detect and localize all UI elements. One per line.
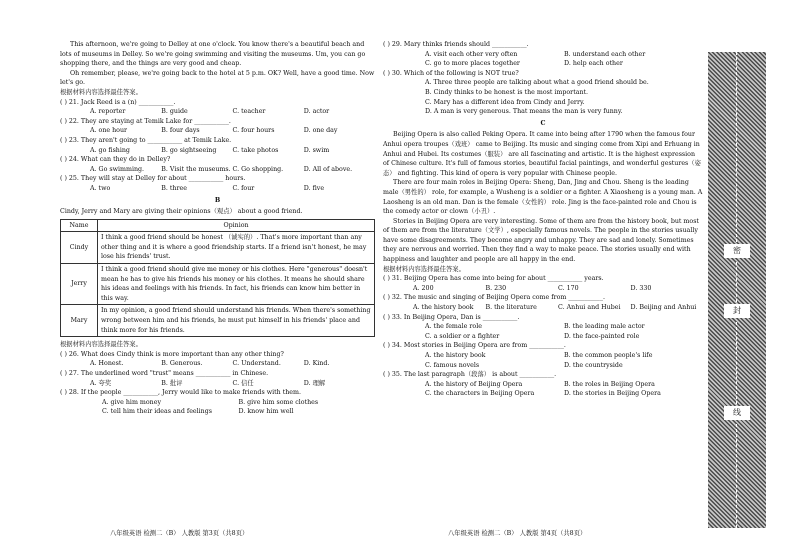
options-28 xyxy=(60,398,375,417)
row-name: Cindy xyxy=(61,232,98,264)
dashed-seal-line xyxy=(736,424,737,528)
options-30 xyxy=(383,78,703,116)
options-31 xyxy=(383,284,703,294)
options-25 xyxy=(60,184,375,194)
table-header-row xyxy=(61,219,375,232)
opinion-table xyxy=(60,219,375,338)
question-34: ( ) 34. Most stories in Beijing Opera are from ___________. xyxy=(383,342,566,350)
option-a: A. the history book xyxy=(425,352,486,359)
passage-paragraph-2: There are four main roles in Beijing Opera: Sheng, Dan, Jing and Chou. Sheng is the leading male（男性的） role, for example, a Wusheng is a soldier or a fighter. A Xiaosheng is a young man. A Laosheng is an old man. Dan is the female（女性的） role. Jing is the face-painted role and Chou is the comedy actor or clown（小丑）. xyxy=(383,179,703,216)
options-24 xyxy=(60,165,375,175)
options-26 xyxy=(60,359,375,369)
options-23 xyxy=(60,146,375,156)
option-d: D. Beijing and Anhui xyxy=(630,304,697,312)
passage-paragraph-3: Stories in Beijing Opera are very interesting. Some of them are from the history book, but most of them are from the literature（文学）, especially famous novels. The people in the stories usually have some disagreements. They become angry and unhappy. They are sad and lonely. Sometimes they are nervous and worried. Then they find a way to make peace. The stories usually end with happiness and laughter and people are all happy in the end. xyxy=(383,217,699,264)
option-c: C. take photos xyxy=(232,146,279,154)
row-opinion: I think a good friend should be honest （诚实的）. That's more important than any other thing and it is where a good friendship starts. If a friend isn't honest, he may lose his friends' trust. xyxy=(98,232,375,264)
section-c-heading: C xyxy=(540,119,546,127)
option-d: D. actor xyxy=(303,108,330,116)
passage-paragraph-1: Beijing Opera is also called Peking Opera. It came into being after 1790 when the famous four Anhui opera troupes（戏班） came to Beijing. Its music and singing come from Xipi and Erhuang in Anhui and Hubei. Its costumes（服装） are all fascinating and artistic. It is the highest expression of Chinese culture. It's full of famous stories, beautiful facial paintings, and wonderful gestures（姿态） and fighting. This kind of opera is very popular with Chinese people. xyxy=(383,131,701,177)
option-a: A. Go swimming. xyxy=(90,165,145,173)
option-d: D. five xyxy=(303,184,325,192)
option-a: A. 200 xyxy=(413,284,434,292)
question-31: ( ) 31. Beijing Opera has come into being for about ___________ years. xyxy=(383,275,604,283)
intro-paragraph-2: Oh remember, please, we're going back to the hotel at 5 p.m. OK? Well, have a good time. Now let's go. xyxy=(60,69,375,87)
option-c: C. tell him their ideas and feelings xyxy=(102,408,212,416)
option-c: C. the characters in Beijing Opera xyxy=(425,390,535,398)
options-35 xyxy=(383,380,703,399)
option-c: C. Go shopping. xyxy=(232,165,284,173)
option-c: C. a soldier or a fighter xyxy=(425,332,500,340)
question-23: ( ) 23. They aren't going to ___________ at Temik Lake. xyxy=(60,136,232,144)
option-c: C. four hours xyxy=(232,127,275,135)
option-b: B. four days xyxy=(161,127,200,135)
instruction: 根据材料内容选择最佳答案。 xyxy=(383,265,465,273)
options-34 xyxy=(383,351,703,370)
option-a: A. the history of Beijing Opera xyxy=(425,380,523,388)
option-b: B. understand each other xyxy=(564,50,646,58)
question-21: ( ) 21. Jack Reed is a (n) ___________. xyxy=(60,98,176,106)
question-27: ( ) 27. The underlined word "trust" means ___________ in Chinese. xyxy=(60,370,269,377)
instruction: 根据材料内容选择最佳答案。 xyxy=(60,341,142,349)
options-32 xyxy=(383,303,703,313)
option-b: B. the literature xyxy=(485,304,537,312)
option-d: D. the countryside xyxy=(564,361,623,369)
option-c: C. four xyxy=(232,184,255,192)
left-page xyxy=(60,40,375,417)
option-d: D. one day xyxy=(303,127,338,135)
option-b: B. the common people's life xyxy=(564,352,653,359)
intro-paragraph-1: This afternoon, we're going to Delley at one o'clock. You know there's a beautiful beach and lots of museums in Delley. So we're going swimming and visiting the museums. Um, you can go shopping there, and the things are very good and cheap. xyxy=(60,41,366,68)
option-c: C. famous novels xyxy=(425,361,480,369)
table-row xyxy=(61,305,375,337)
seal-label-feng: 封 xyxy=(724,304,750,318)
option-b: B. 批评 xyxy=(161,379,183,387)
section-b-intro: Cindy, Jerry and Mary are giving their opinions（观点） about a good friend. xyxy=(60,208,303,216)
option-d: D. the face-painted role xyxy=(564,332,640,340)
option-a: A. one hour xyxy=(90,127,128,135)
option-d: D. 理解 xyxy=(303,379,326,387)
instruction: 根据材料内容选择最佳答案。 xyxy=(60,88,142,96)
footer-right: 八年级英语 检测二（B） 人教版 第4页（共8页） xyxy=(448,530,587,537)
option-a: A. go fishing xyxy=(90,146,130,154)
table-row xyxy=(61,232,375,264)
column-header-opinion: Opinion xyxy=(98,219,375,232)
option-a: A. reporter xyxy=(90,108,126,116)
option-d: D. help each other xyxy=(564,60,623,68)
question-26: ( ) 26. What does Cindy think is more important than any other thing? xyxy=(60,350,284,358)
question-25: ( ) 25. They will stay at Delley for about ___________ hours. xyxy=(60,175,246,183)
options-33 xyxy=(383,322,703,341)
option-d: D. know him well xyxy=(238,408,294,416)
option-a: A. the history book xyxy=(413,304,474,312)
option-d: D. All of above. xyxy=(303,165,353,173)
option-b: B. Cindy thinks to be honest is the most important. xyxy=(425,88,589,96)
question-29: ( ) 29. Mary thinks friends should ___________. xyxy=(383,41,529,48)
seal-label-xian: 线 xyxy=(724,406,750,420)
option-c: C. teacher xyxy=(232,108,266,116)
options-29 xyxy=(383,50,703,69)
option-b: B. Generous. xyxy=(161,360,203,368)
option-a: A. the female role xyxy=(425,323,482,331)
option-b: B. Visit the museums. xyxy=(161,165,231,173)
question-24: ( ) 24. What can they do in Delley? xyxy=(60,156,171,164)
option-b: B. the roles in Beijing Opera xyxy=(564,380,655,388)
dashed-seal-line xyxy=(736,322,737,404)
question-33: ( ) 33. In Beijing Opera, Dan is ___________. xyxy=(383,313,520,321)
seal-label-mi: 密 xyxy=(724,244,750,258)
option-a: A. Three three people are talking about what a good friend should be. xyxy=(425,79,649,87)
option-a: A. Honest. xyxy=(90,360,124,368)
right-page xyxy=(383,40,703,399)
row-opinion: In my opinion, a good friend should understand his friends. When there's something wrong between him and his friends, he must put himself in his friends' place and think more for his friends. xyxy=(98,305,375,337)
section-b-heading: B xyxy=(214,196,221,204)
option-b: B. go sightseeing xyxy=(161,146,217,154)
option-d: D. A man is very generous. That means the man is very funny. xyxy=(425,108,623,116)
option-d: D. the stories in Beijing Opera xyxy=(564,390,661,398)
row-opinion: I think a good friend should give me money or his clothes. Here "generous" doesn't mean he has to give his friends his money or his clothes. It means he should share his ideas and feelings with his friends. In fact, his friends can know him better in this way. xyxy=(98,264,375,305)
option-d: D. swim xyxy=(303,146,330,154)
option-a: A. two xyxy=(90,184,111,192)
dashed-seal-line xyxy=(736,262,737,302)
footer-left: 八年级英语 检测二（B） 人教版 第3页（共8页） xyxy=(110,530,249,537)
option-c: C. 170 xyxy=(558,284,579,292)
question-32: ( ) 32. The music and singing of Beijing Opera come from ___________. xyxy=(383,294,605,302)
option-c: C. Understand. xyxy=(232,360,281,368)
row-name: Jerry xyxy=(61,264,98,305)
question-28: ( ) 28. If the people ___________, Jerry would like to make friends with them. xyxy=(60,389,301,397)
options-22 xyxy=(60,126,375,136)
option-b: B. give him some clothes xyxy=(238,398,319,406)
option-d: D. Kind. xyxy=(303,360,330,368)
row-name: Mary xyxy=(61,305,98,337)
binding-margin xyxy=(708,52,766,528)
options-27 xyxy=(60,379,375,389)
table-row xyxy=(61,264,375,305)
dashed-seal-line xyxy=(736,52,737,242)
option-a: A. visit each other very often xyxy=(425,50,518,58)
question-30: ( ) 30. Which of the following is NOT true? xyxy=(383,69,519,77)
option-c: C. Anhui and Hubei xyxy=(558,304,621,312)
option-b: B. the leading male actor xyxy=(564,323,645,331)
question-35: ( ) 35. The last paragraph（段落） is about ___________. xyxy=(383,371,557,379)
option-b: B. guide xyxy=(161,108,188,116)
question-22: ( ) 22. They are staying at Temik Lake for ___________. xyxy=(60,117,231,125)
option-b: B. three xyxy=(161,184,187,192)
option-d: D. 330 xyxy=(630,284,652,292)
option-c: C. Mary has a different idea from Cindy and Jerry. xyxy=(425,98,585,106)
option-c: C. go to more places together xyxy=(425,60,520,68)
option-b: B. 230 xyxy=(485,284,507,292)
option-a: A. give him money xyxy=(102,398,162,406)
options-21 xyxy=(60,107,375,117)
column-header-name: Name xyxy=(61,219,98,232)
option-c: C. 信任 xyxy=(232,379,254,387)
option-a: A. 夸奖 xyxy=(90,379,112,387)
